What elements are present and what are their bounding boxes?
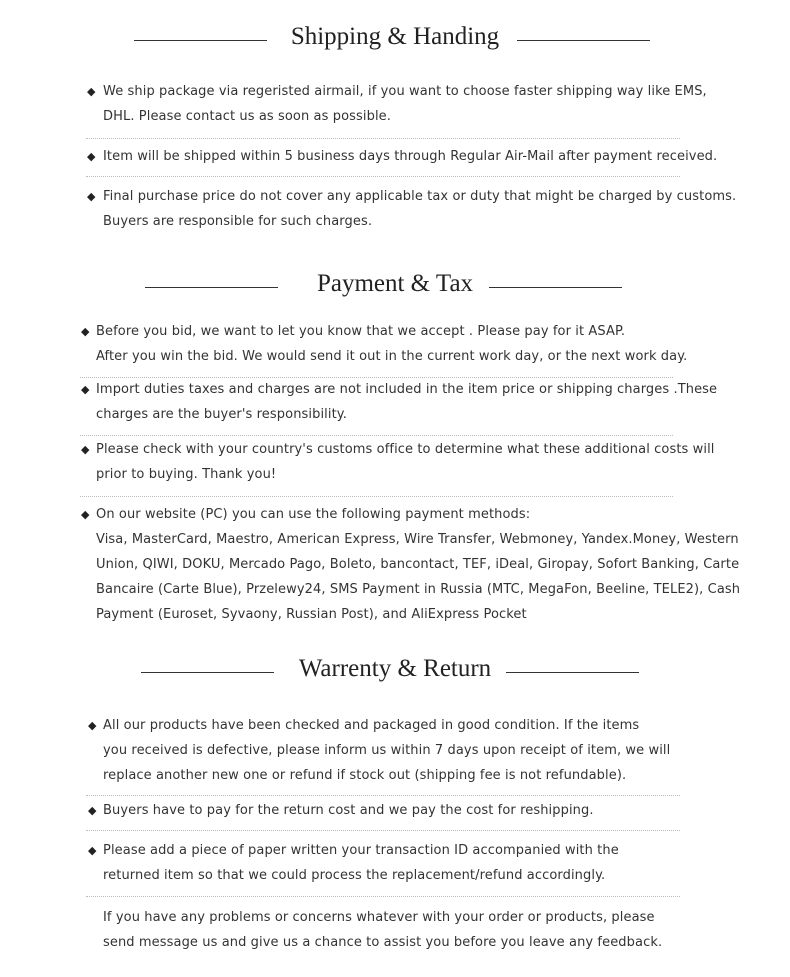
dotted-divider: [86, 138, 680, 139]
list-item-text: Item will be shipped within 5 business days through Regular Air-Mail after payment received.: [103, 149, 718, 164]
title-rule-left: [134, 40, 267, 41]
dotted-divider: [86, 896, 680, 897]
list-item-text: Import duties taxes and charges are not included in the item price or shipping charges .These: [96, 382, 718, 397]
list-item-text: Visa, MasterCard, Maestro, American Express, Wire Transfer, Webmoney, Yandex.Money, Western: [96, 532, 739, 547]
list-item-text: On our website (PC) you can use the following payment methods:: [96, 507, 531, 522]
dotted-divider: [86, 830, 680, 831]
dotted-divider: [86, 176, 680, 177]
section-title-text: Payment & Tax: [316, 270, 474, 297]
list-item-text: All our products have been checked and packaged in good condition. If the items: [103, 718, 640, 733]
title-rule-left: [145, 287, 278, 288]
diamond-bullet-icon: ◆: [81, 383, 90, 396]
dotted-divider: [80, 496, 673, 497]
section-title: [0, 654, 790, 684]
list-item-text: DHL. Please contact us as soon as possible.: [103, 109, 391, 124]
diamond-bullet-icon: ◆: [88, 844, 97, 857]
diamond-bullet-icon: ◆: [81, 508, 90, 521]
diamond-bullet-icon: ◆: [87, 150, 96, 163]
list-item-text: prior to buying. Thank you!: [96, 467, 277, 482]
list-item-text: Bancaire (Carte Blue), Przelewy24, SMS Payment in Russia (MTC, MegaFon, Beeline, TELE2), Cash: [96, 582, 741, 597]
section-title-text: Warrenty & Return: [298, 655, 492, 682]
list-item-text: you received is defective, please inform us within 7 days upon receipt of item, we will: [103, 743, 671, 758]
list-item-text: Buyers are responsible for such charges.: [103, 214, 373, 229]
list-item-text: returned item so that we could process the replacement/refund accordingly.: [103, 868, 606, 883]
diamond-bullet-icon: ◆: [81, 443, 90, 456]
diamond-bullet-icon: ◆: [87, 85, 96, 98]
list-item-text: Please check with your country's customs office to determine what these additional costs will: [96, 442, 715, 457]
dotted-divider: [86, 795, 680, 796]
list-item-text: Buyers have to pay for the return cost and we pay the cost for reshipping.: [103, 803, 594, 818]
list-item-text: Payment (Euroset, Syvaony, Russian Post), and AliExpress Pocket: [96, 607, 527, 622]
diamond-bullet-icon: ◆: [81, 325, 90, 338]
list-item-text: send message us and give us a chance to assist you before you leave any feedback.: [103, 935, 663, 950]
list-item-text: If you have any problems or concerns whatever with your order or products, please: [103, 910, 655, 925]
title-rule-right: [517, 40, 650, 41]
section-title: [0, 269, 790, 299]
title-rule-left: [141, 672, 274, 673]
section-title: [0, 22, 790, 52]
list-item-text: After you win the bid. We would send it out in the current work day, or the next work day.: [96, 349, 688, 364]
diamond-bullet-icon: ◆: [88, 804, 97, 817]
diamond-bullet-icon: ◆: [88, 719, 97, 732]
list-item-text: Before you bid, we want to let you know that we accept . Please pay for it ASAP.: [96, 324, 626, 339]
list-item-text: Final purchase price do not cover any applicable tax or duty that might be charged by customs.: [103, 189, 737, 204]
list-item-text: Union, QIWI, DOKU, Mercado Pago, Boleto, bancontact, TEF, iDeal, Giropay, Sofort Banking, Carte: [96, 557, 740, 572]
list-item-text: We ship package via regeristed airmail, if you want to choose faster shipping way like EMS,: [103, 84, 707, 99]
list-item-text: charges are the buyer's responsibility.: [96, 407, 347, 422]
section-title-text: Shipping & Handing: [290, 23, 500, 50]
title-rule-right: [506, 672, 639, 673]
diamond-bullet-icon: ◆: [87, 190, 96, 203]
list-item-text: replace another new one or refund if stock out (shipping fee is not refundable).: [103, 768, 627, 783]
title-rule-right: [489, 287, 622, 288]
dotted-divider: [80, 435, 673, 436]
list-item-text: Please add a piece of paper written your transaction ID accompanied with the: [103, 843, 619, 858]
dotted-divider: [80, 377, 673, 378]
